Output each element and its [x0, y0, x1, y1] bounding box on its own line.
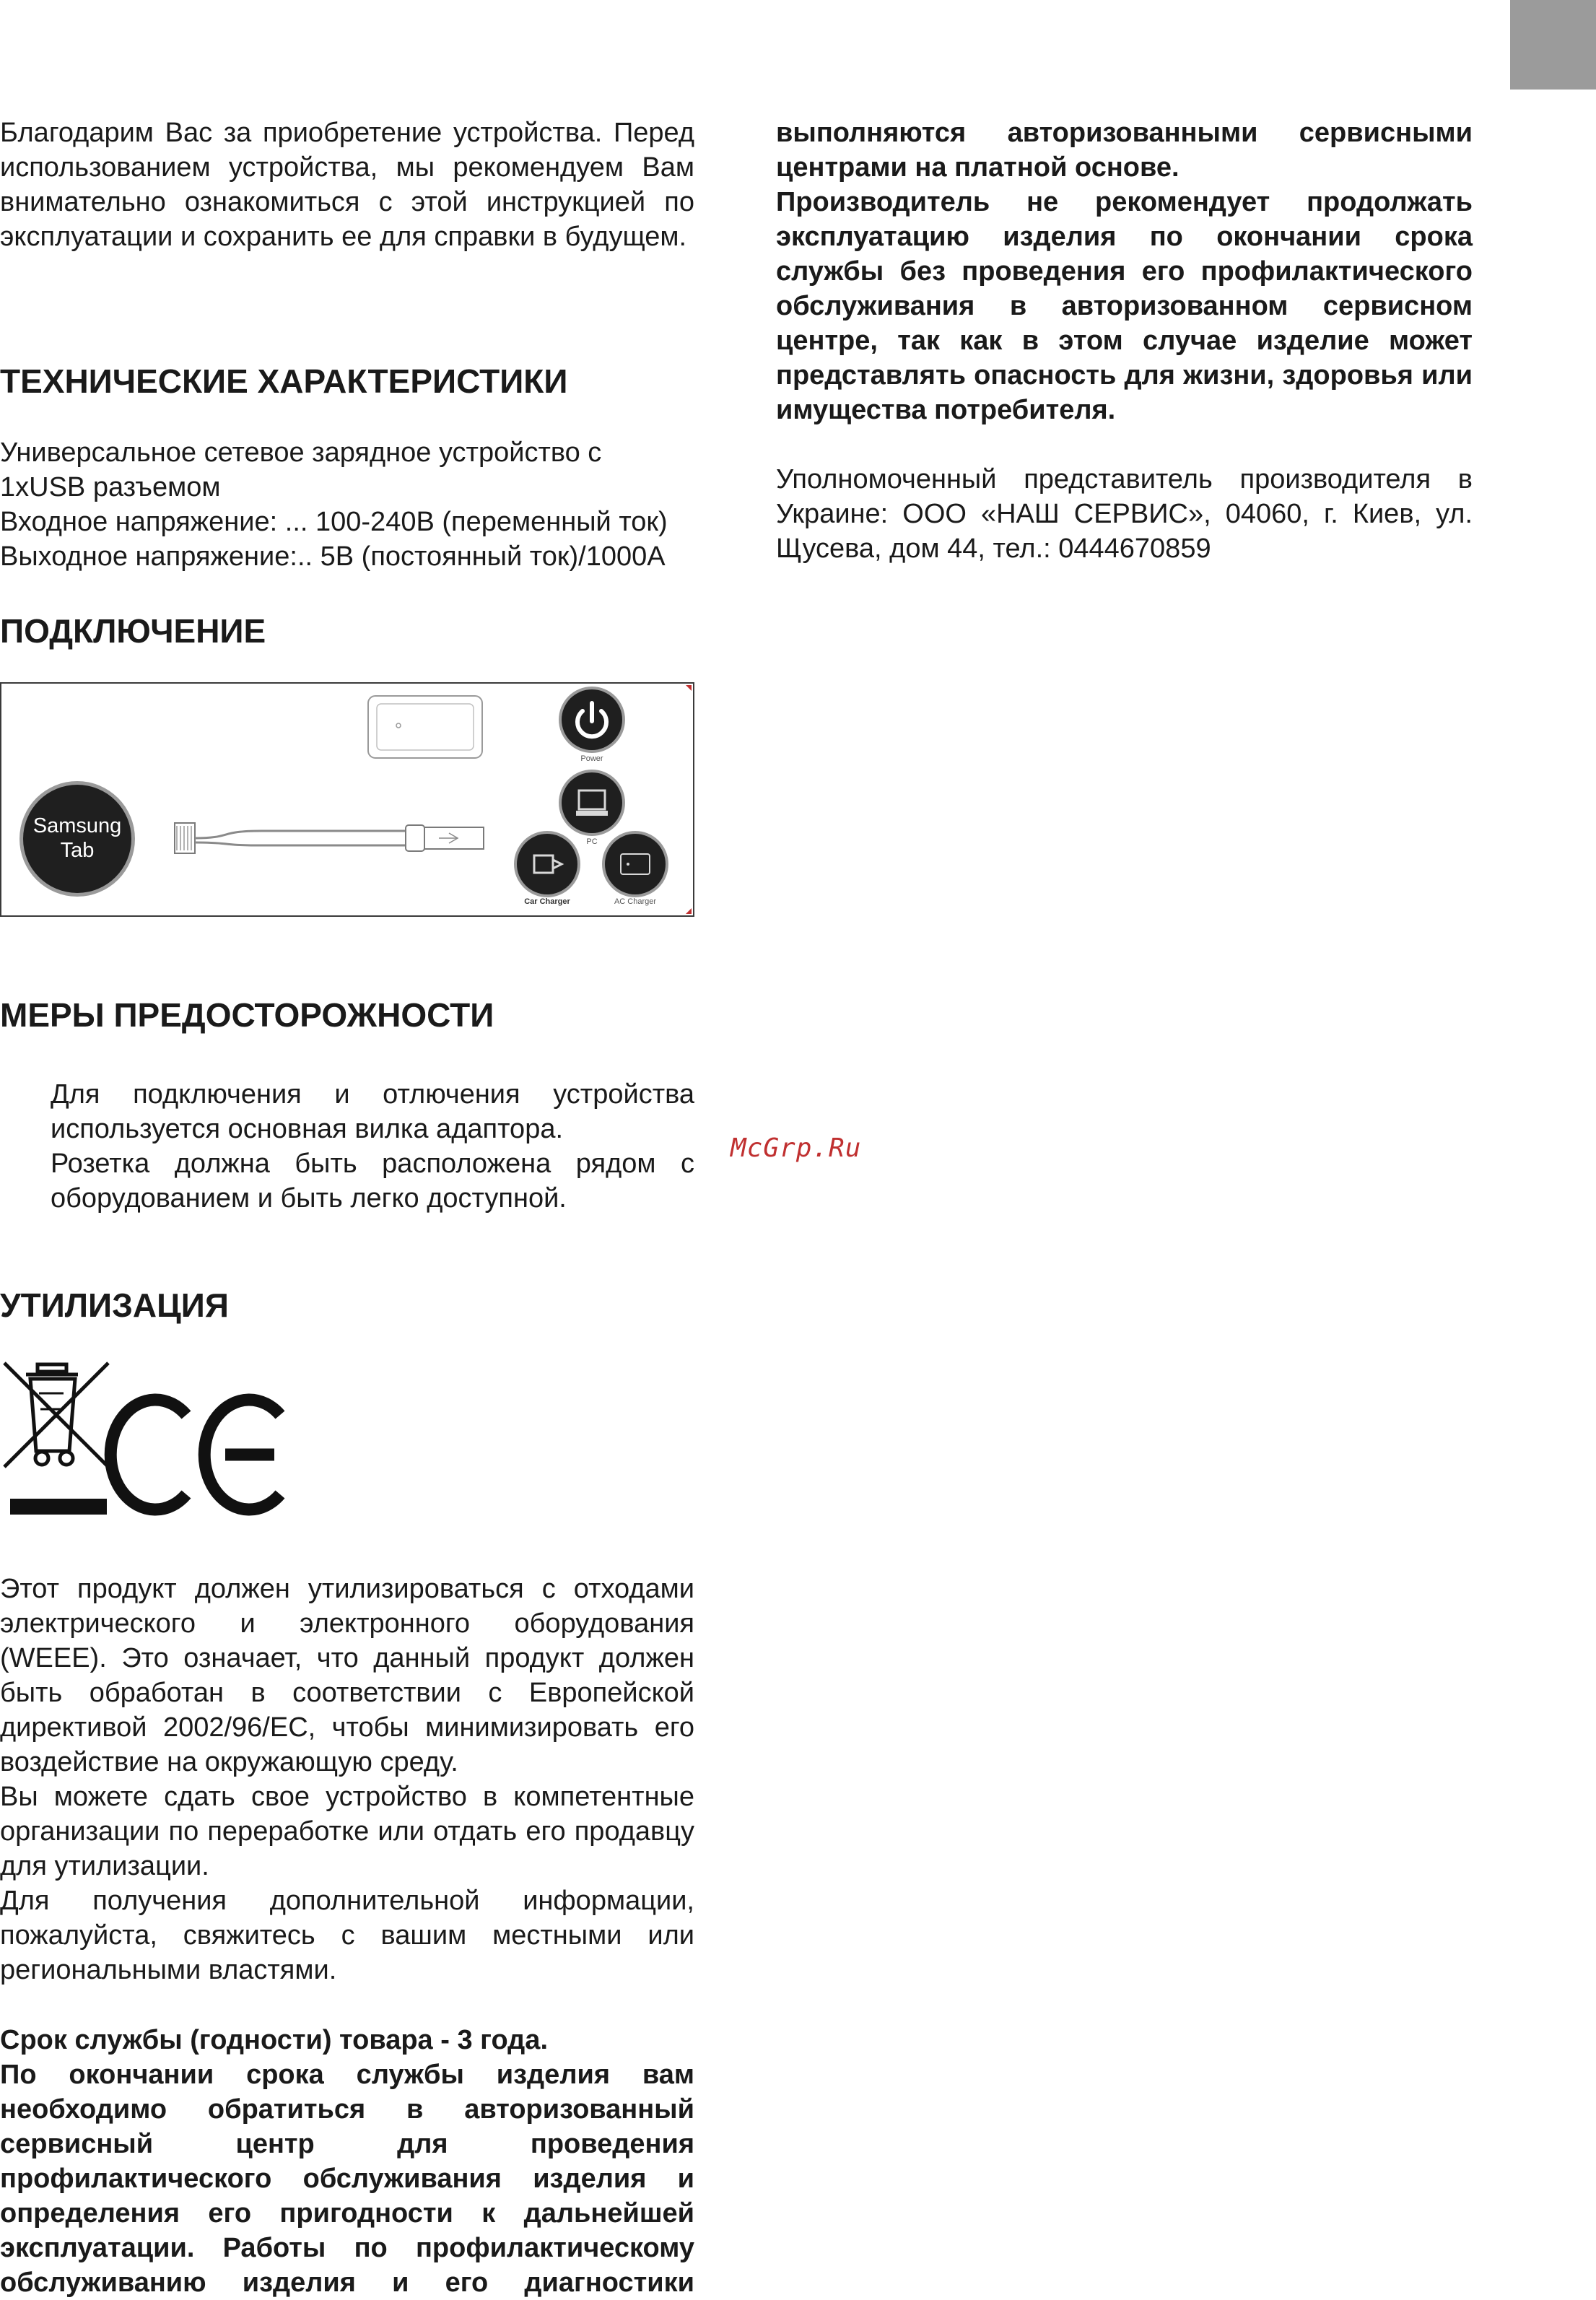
connection-diagram [0, 682, 694, 917]
service-life-section [0, 2023, 694, 2300]
service-life: Срок службы (годности) товара - 3 года. [0, 2025, 548, 2055]
disposal-heading: УТИЛИЗАЦИЯ [0, 1286, 229, 1324]
samsung-tab-device [19, 781, 135, 897]
car-charger-label: Car Charger [524, 897, 570, 906]
weee-bar [10, 1499, 107, 1515]
precautions-paragraph-1: Для подключения и отлючения устройства используется основная вилка адаптора. [51, 1079, 694, 1144]
disposal-text [0, 1572, 694, 1987]
specs-line-1: Универсальное сетевое зарядное устройство с 1xUSB разъемом [0, 437, 602, 502]
ce-mark-icon [110, 1400, 280, 1510]
service-warning: Производитель не рекомендует продолжать эксплуатацию изделия по окончании срока службы без проведения его профилактического обслуживания в авторизованном сервисном центре, так как в этом случае изделие может представлять опасность для жизни, здоровья или имущества потребителя. [776, 187, 1473, 425]
usb-cable [175, 823, 484, 853]
ac-charger-icon [602, 831, 668, 906]
specs-line-2: Входное напряжение: ... 100-240В (переменный ток) [0, 507, 668, 537]
adapter-outline [368, 696, 482, 758]
service-continuation: выполняются авторизованными сервисными центрами на платной основе. [776, 118, 1473, 183]
representative-info: Уполномоченный представитель производителя в Украине: ООО «НАШ СЕРВИС», 04060, г. Киев, ул. Щусева, дом 44, тел.: 0444670859 [776, 464, 1473, 564]
power-icon [559, 687, 625, 763]
intro-paragraph: Благодарим Вас за приобретение устройства. Перед использованием устройства, мы рекомендуем Вам внимательно ознакомиться с этой инструкцией по эксплуатации и сохранить ее для справки в будущем. [0, 118, 694, 252]
car-charger-icon [514, 831, 580, 906]
disposal-symbols [0, 1357, 296, 1538]
right-column [776, 116, 1473, 566]
watermark: McGrp.Ru [731, 1133, 862, 1163]
device-label-2: Tab [60, 839, 95, 862]
ac-charger-label: AC Charger [614, 897, 657, 906]
disposal-paragraph-1: Этот продукт должен утилизироваться с отходами электрического и электронного оборудования (WEEE). Это означает, что данный продукт должен быть обработан в соответствии с Европейской директивой 2002/96/ЕС, чтобы минимизировать его воздействие на окружающую среду. [0, 1574, 694, 1777]
device-label-1: Samsung [32, 814, 122, 837]
specs-line-3: Выходное напряжение:.. 5В (постоянный ток)/1000А [0, 541, 666, 572]
weee-bin-icon [4, 1363, 108, 1467]
connection-heading: ПОДКЛЮЧЕНИЕ [0, 612, 266, 650]
precautions-heading: МЕРЫ ПРЕДОСТОРОЖНОСТИ [0, 996, 494, 1034]
specs-heading: ТЕХНИЧЕСКИЕ ХАРАКТЕРИСТИКИ [0, 362, 568, 400]
pc-icon [559, 770, 625, 846]
disposal-paragraph-3: Для получения дополнительной информации, пожалуйста, свяжитесь с вашим местными или региональными властями. [0, 1886, 694, 1985]
page-corner-tab [1510, 0, 1596, 90]
precautions-text [51, 1077, 694, 1216]
power-label: Power [580, 754, 603, 763]
pc-label: PC [586, 837, 598, 846]
precautions-paragraph-2: Розетка должна быть расположена рядом с оборудованием и быть легко доступной. [51, 1149, 694, 1214]
specs-list [0, 435, 694, 574]
disposal-paragraph-2: Вы можете сдать свое устройство в компетентные организации по переработке или отдать его продавцу для утилизации. [0, 1782, 694, 1881]
service-text: По окончании срока службы изделия вам необходимо обратиться в авторизованный сервисный центр для проведения профилактического обслуживания изделия и определения его пригодности к дальнейшей эксплуатации. Работы по профилактическому обслуживанию изделия и его диагностики [0, 2060, 694, 2298]
